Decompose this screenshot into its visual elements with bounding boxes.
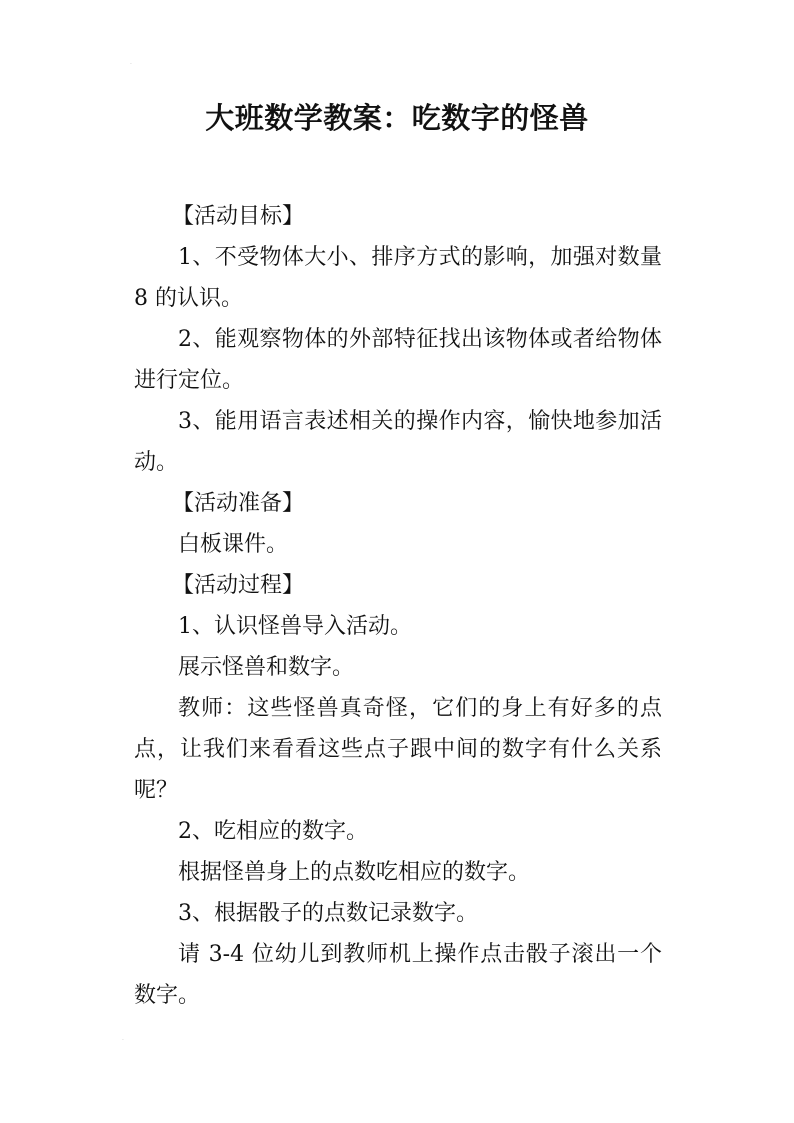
paragraph: 白板课件。 — [178, 532, 289, 557]
document-body — [134, 196, 662, 1016]
paragraph: 教师：这些怪兽真奇怪，它们的身上有好多的点点，让我们来看看这些点子跟中间的数字有什么关系呢？ — [134, 696, 662, 803]
scan-speck-top: · — [130, 61, 132, 68]
section-heading-preparation: 【活动准备】 — [172, 491, 305, 516]
paragraph: 1、不受物体大小、排序方式的影响，加强对数量 8 的认识。 — [134, 245, 662, 311]
section-heading-goals: 【活动目标】 — [172, 204, 305, 229]
section-heading-process: 【活动过程】 — [172, 573, 305, 598]
paragraph: 根据怪兽身上的点数吃相应的数字。 — [178, 860, 531, 885]
paragraph: 展示怪兽和数字。 — [178, 655, 355, 680]
scan-speck-bottom: · — [122, 1037, 124, 1044]
paragraph: 1、认识怪兽导入活动。 — [178, 614, 412, 639]
document-title: 大班数学教案：吃数字的怪兽 — [205, 101, 589, 135]
paragraph: 2、吃相应的数字。 — [178, 819, 368, 844]
paragraph: 2、能观察物体的外部特征找出该物体或者给物体进行定位。 — [134, 327, 662, 393]
paragraph: 3、能用语言表述相关的操作内容，愉快地参加活动。 — [134, 409, 662, 475]
paragraph: 3、根据骰子的点数记录数字。 — [178, 901, 478, 926]
paragraph: 请 3-4 位幼儿到教师机上操作点击骰子滚出一个数字。 — [134, 942, 662, 1008]
